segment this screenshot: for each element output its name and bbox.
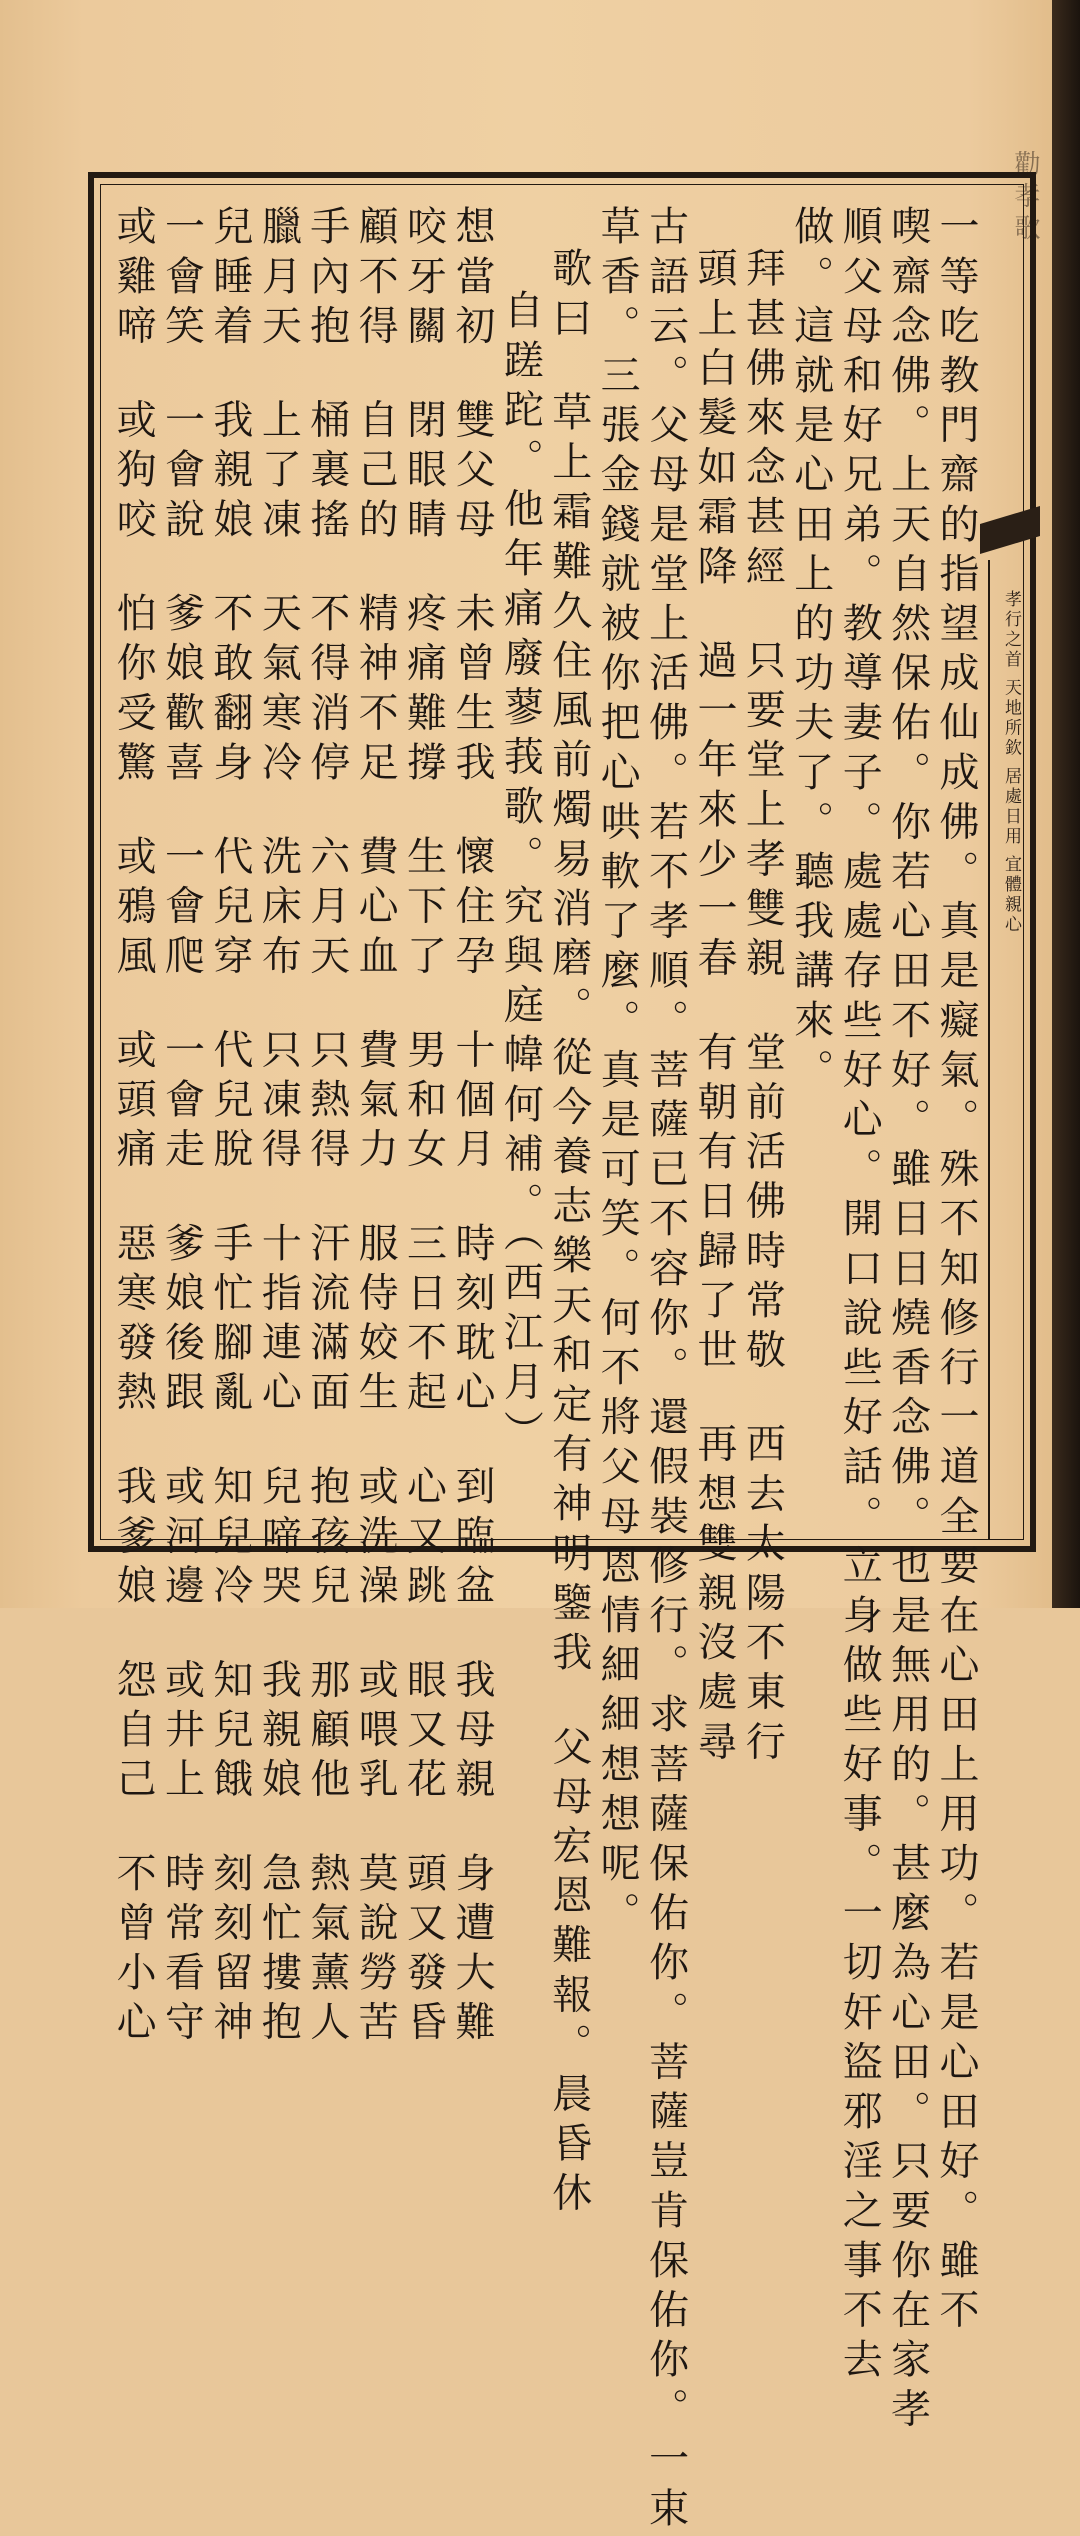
book-binding-edge — [1052, 0, 1080, 1608]
text-column: 或雞啼 或狗咬 怕你受驚 或鴉風 或頭痛 惡寒發熱 我爹娘 怨自己 不曾小心 — [110, 205, 157, 2051]
text-column: 一會笑 一會說 爹娘歡喜 一會爬 一會走 爹娘後跟 或河邊 或井上 時常看守 — [158, 205, 205, 2051]
text-column: 古語云。父母是堂上活佛。若不孝順。菩薩已不容你。還假裝修行。求菩薩保佑你。菩薩豈肯保佑你。一束 — [642, 205, 689, 2536]
margin-caption: 孝行之首 天地所欽 居處日用 宜體親心 — [1001, 590, 1021, 936]
text-column: 手內抱 桶裏搖 不得消停 六月天 只熱得 汗流滿面 抱孩兒 那顧他 熱氣薰人 — [303, 205, 350, 2051]
text-column: 順父母和好兄弟。教導妻子。處處存些好心。開口說些好話。立身做些好事。一切奸盜邪淫之事不去 — [836, 205, 883, 2388]
text-column: 臘月天 上了凍 天氣寒冷 洗床布 只凍得 十指連心 兒啼哭 我親娘 急忙摟抱 — [255, 205, 302, 2051]
text-column: 顧不得 自己的 精神不足 費心血 費氣力 服侍姣生 或洗澡 或喂乳 莫說勞苦 — [352, 205, 399, 2051]
text-column: 頭上白髮如霜降 過一年來少一春 有朝有日歸了世 再想雙親沒處尋 — [690, 247, 737, 1770]
text-column: 自蹉跎。他年痛廢蓼莪歌。究與庭幃何補。（西江月） — [497, 289, 544, 1460]
page-header-title: 勸孝歌 — [1010, 150, 1040, 246]
text-column: 兒睡着 我親娘 不敢翻身 代兒穿 代兒脫 手忙腳亂 知兒冷 知兒餓 刻刻留神 — [206, 205, 253, 2051]
text-column: 草香。三張金錢就被你把心哄軟了麼。真是可笑。何不將父母恩情細細想想呢。 — [594, 205, 641, 1941]
text-column: 想當初 雙父母 未曾生我 懷住孕 十個月 時刻耽心 到臨盆 我母親 身遭大難 — [448, 205, 495, 2051]
vertical-text-body — [110, 205, 980, 2536]
text-column: 做。這就是心田上的功夫了。聽我講來。 — [787, 205, 834, 1098]
text-column: 喫齋念佛。上天自然保佑。你若心田不好。雖日日燒香念佛。也是無用的。甚麼為心田。只要你在家孝 — [884, 205, 931, 2437]
text-column: 歌曰 草上霜難久住風前燭易消磨。從今養志樂天和定有神明鑒我 父母宏恩難報。晨昏休 — [545, 247, 592, 2222]
text-column: 咬牙關 閉眼睛 疼痛難撐 生下了 男和女 三日不起 心又跳 眼又花 頭又發昏 — [400, 205, 447, 2051]
text-column: 一等吃教門齋的指望成仙成佛。真是癡氣。殊不知修行一道全要在心田上用功。若是心田好。雖不 — [933, 205, 979, 2338]
text-column: 拜甚佛來念甚經 只要堂上孝雙親 堂前活佛時常敬 西去太陽不東行 — [739, 247, 786, 1770]
